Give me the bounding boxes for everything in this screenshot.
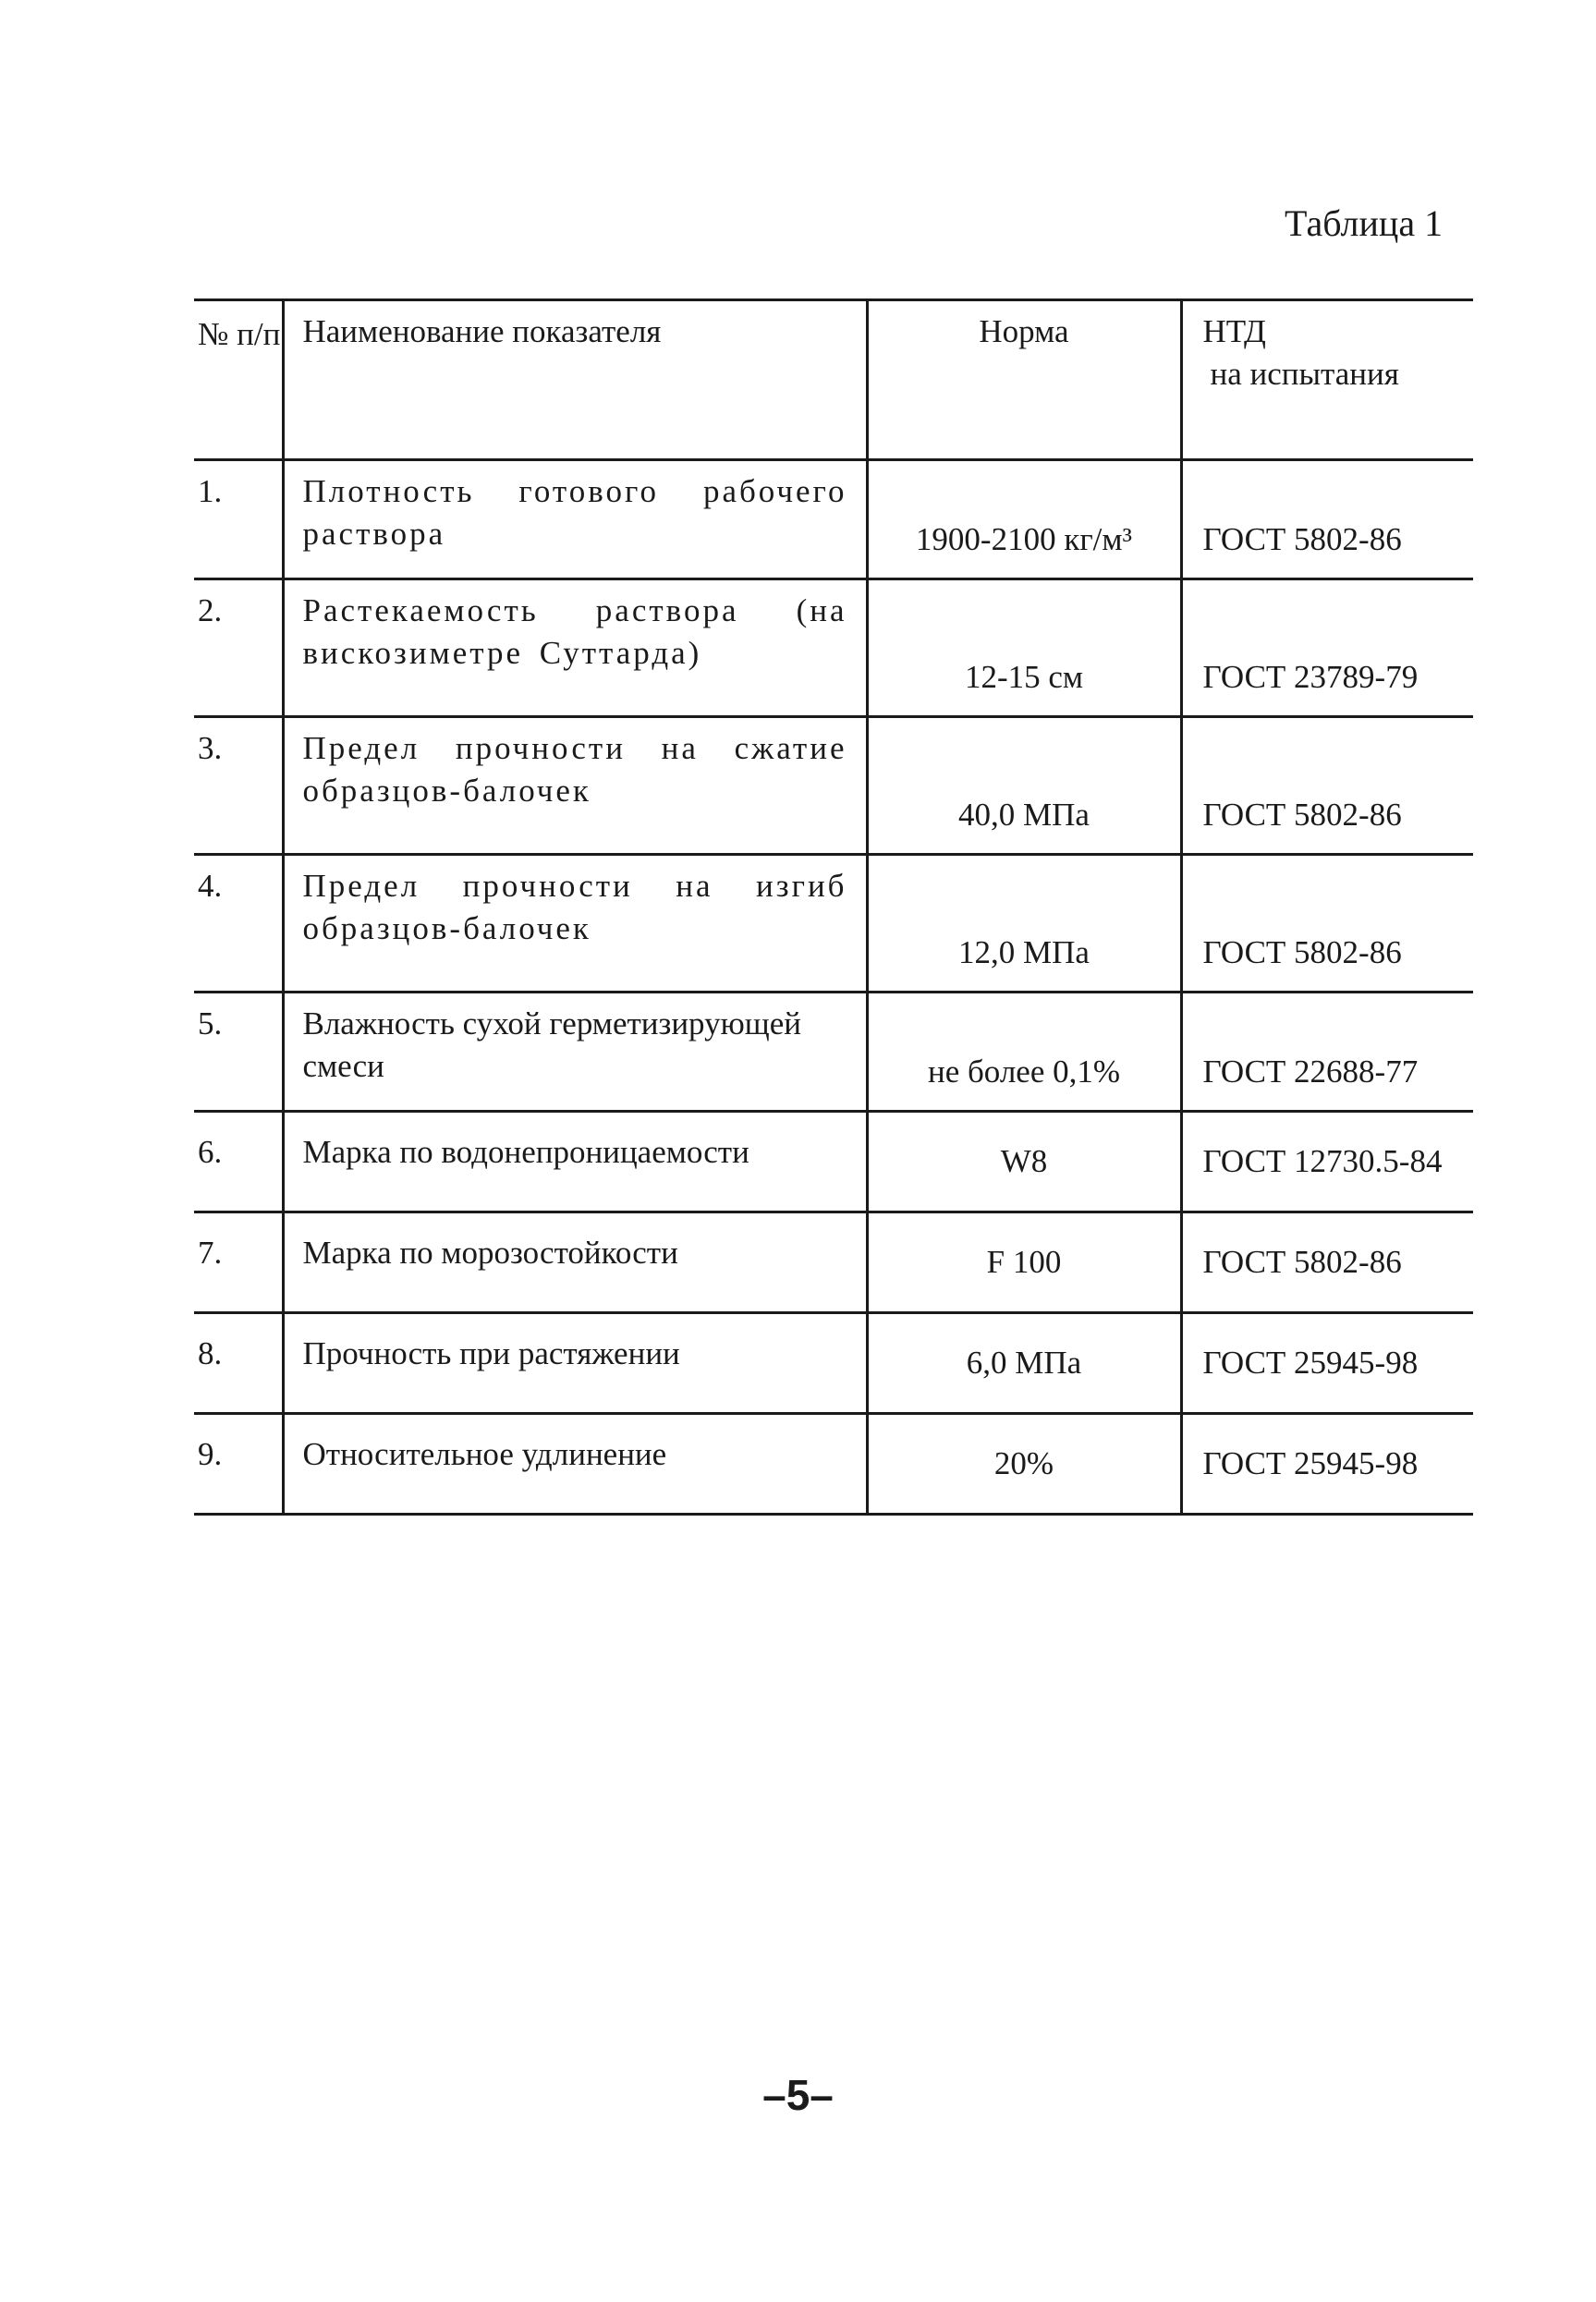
row-name: Марка по морозостойкости	[283, 1212, 867, 1313]
row-norm: 6,0 МПа	[867, 1313, 1181, 1414]
table-row	[194, 855, 1473, 993]
row-norm: F 100	[867, 1212, 1181, 1313]
row-ntd: ГОСТ 12730.5-84	[1181, 1112, 1473, 1212]
header-norm: Норма	[867, 300, 1181, 460]
table-row	[194, 1313, 1473, 1414]
row-ntd: ГОСТ 5802-86	[1181, 1212, 1473, 1313]
row-num: 7.	[194, 1212, 283, 1313]
row-ntd: ГОСТ 5802-86	[1181, 717, 1473, 855]
row-num: 9.	[194, 1414, 283, 1515]
header-ntd-line2: на испытания	[1210, 356, 1399, 392]
table-row	[194, 1212, 1473, 1313]
table-row	[194, 579, 1473, 717]
page-number: –5–	[762, 2071, 834, 2119]
table-row	[194, 993, 1473, 1112]
row-ntd: ГОСТ 23789-79	[1181, 579, 1473, 717]
row-name: Растекаемость раствора (на вискозиметре Суттарда)	[283, 579, 867, 717]
row-num: 2.	[194, 579, 283, 717]
row-name: Предел прочности на изгиб образцов-балочек	[283, 855, 867, 993]
specification-table	[194, 298, 1473, 1516]
table-caption: Таблица 1	[1285, 202, 1444, 244]
row-ntd: ГОСТ 5802-86	[1181, 460, 1473, 579]
row-ntd: ГОСТ 5802-86	[1181, 855, 1473, 993]
row-num: 6.	[194, 1112, 283, 1212]
row-name: Плотность готового рабочего раствора	[283, 460, 867, 579]
row-ntd: ГОСТ 22688-77	[1181, 993, 1473, 1112]
row-num: 1.	[194, 460, 283, 579]
table-row	[194, 460, 1473, 579]
row-norm: 20%	[867, 1414, 1181, 1515]
table-header-row	[194, 300, 1473, 460]
header-ntd	[1181, 300, 1473, 460]
row-norm: W8	[867, 1112, 1181, 1212]
row-name: Относительное удлинение	[283, 1414, 867, 1515]
row-norm: 1900-2100 кг/м³	[867, 460, 1181, 579]
row-norm: 40,0 МПа	[867, 717, 1181, 855]
row-num: 5.	[194, 993, 283, 1112]
header-num: № п/п	[194, 300, 283, 460]
table-row	[194, 717, 1473, 855]
row-ntd: ГОСТ 25945-98	[1181, 1313, 1473, 1414]
table-row	[194, 1112, 1473, 1212]
table-row	[194, 1414, 1473, 1515]
row-name: Марка по водонепроницаемости	[283, 1112, 867, 1212]
row-num: 3.	[194, 717, 283, 855]
row-norm: 12-15 см	[867, 579, 1181, 717]
row-norm: 12,0 МПа	[867, 855, 1181, 993]
row-name: Предел прочности на сжатие образцов-балочек	[283, 717, 867, 855]
row-name: Влажность сухой герметизирующей смеси	[283, 993, 867, 1112]
row-norm: не более 0,1%	[867, 993, 1181, 1112]
row-name: Прочность при растяжении	[283, 1313, 867, 1414]
row-ntd: ГОСТ 25945-98	[1181, 1414, 1473, 1515]
row-num: 8.	[194, 1313, 283, 1414]
row-num: 4.	[194, 855, 283, 993]
header-ntd-line1: НТД	[1202, 313, 1266, 349]
header-name: Наименование показателя	[283, 300, 867, 460]
